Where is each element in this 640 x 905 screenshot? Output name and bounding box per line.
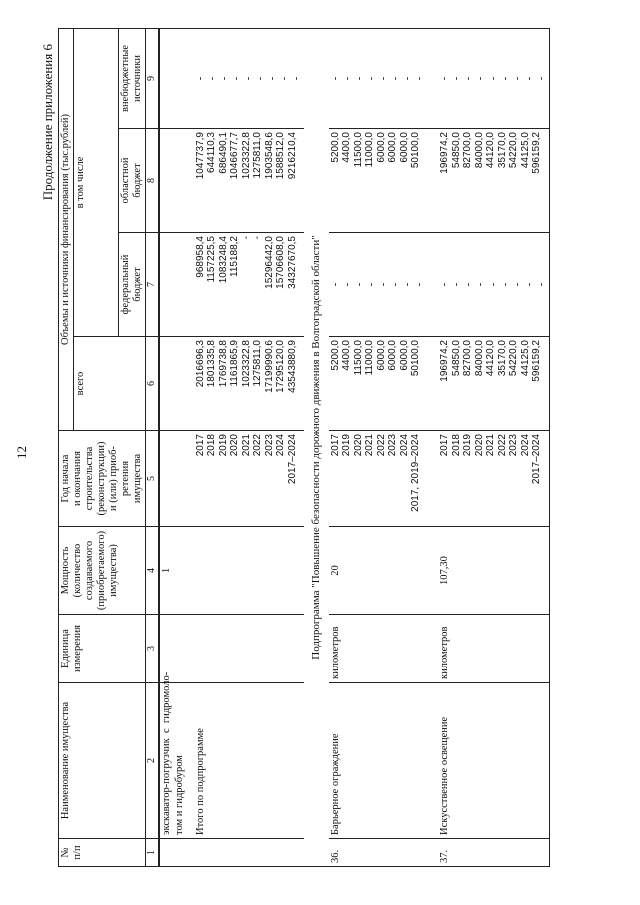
subprogram-title: Подпрограмма "Повышение безопасности дорожного движения в Волгоградской области" [304,28,329,866]
continuation-note: Продолжение приложения 6 [40,44,55,201]
item-regional: 5200,0 4400,0 11500,0 11000,0 6000,0 6000,0 6000,0 50100,0 [329,129,428,233]
item-capacity: 107,30 [427,527,549,615]
item-name: Барьерное ограждение [329,683,428,839]
item-capacity: 20 [329,527,428,615]
col-index: 6 [146,337,160,431]
header-years: Год начала и окончания строительства (реконструкции) и (или) приоб- ретения имущества [59,431,146,527]
item-regional: 1047737,9 644110,3 686490,1 1046677,7 1023322,8 1275811,0 1903548,6 1588512,0 9216210,4 [187,129,305,233]
item-extra: - - - - - - - - [329,28,428,128]
header-extra: внебюджетные источники [119,28,146,128]
col-index: 3 [146,615,160,683]
table-row-item-37 [427,28,549,866]
table-row-excavator [159,28,186,866]
col-index: 7 [146,233,160,337]
item-federal: - - - - - - - - [329,233,428,337]
col-index: 2 [146,683,160,839]
item-name: экскаватор-погрузчик с гидромоло- том и гидробуром [159,683,186,839]
table-row-item-36 [329,28,428,866]
item-total: 196974,2 54850,0 82700,0 84000,0 44120,0 35170,0 54220,0 44125,0 596159,2 [427,337,549,431]
col-index: 5 [146,431,160,527]
item-unit: километров [329,615,428,683]
col-index: 1 [146,839,160,867]
header-total: всего [74,337,146,431]
table-row-subprogram-heading [304,28,329,866]
item-years: 2017 2018 2019 2020 2021 2022 2023 2024 2017–2024 [427,431,549,527]
page-number: 12 [14,446,29,459]
item-extra: - - - - - - - - - [427,28,549,128]
financing-table [58,28,550,867]
col-index: 8 [146,129,160,233]
header-regional: областной бюджет [119,129,146,233]
header-name: Наименование имущества [59,683,146,839]
header-num: № п/п [59,839,146,867]
item-name: Итого по подпрограмме [187,683,305,839]
item-total: 5200,0 4400,0 11500,0 11000,0 6000,0 6000,0 6000,0 50100,0 [329,337,428,431]
header-volumes: Объемы и источники финансирования (тыс.рублей) [59,28,74,430]
item-extra: - - - - - - - - - [187,28,305,128]
item-years: 2017 2018 2019 2020 2021 2022 2023 2024 2017–2024 [187,431,305,527]
item-years: 2017 2019 2020 2021 2022 2023 2024 2017, 2019–2024 [329,431,428,527]
header-unit: Единица измерения [59,615,146,683]
header-capacity: Мощность (количество создаваемого (приобретаемого) имущества) [59,527,146,615]
header-federal: федеральный бюджет [119,233,146,337]
item-federal: - - - - - - - - - [427,233,549,337]
item-num: 37. [427,839,549,867]
item-regional: 196974,2 54850,0 82700,0 84000,0 44120,0 35170,0 54220,0 44125,0 596159,2 [427,129,549,233]
item-total: 2016696,3 1801335,8 1769738,8 1161865,9 1023322,8 1275811,0 17199990,6 17295120,0 43543880,9 [187,337,305,431]
item-name: Искусственное освещение [427,683,549,839]
col-index: 4 [146,527,160,615]
table-row-subprogram-total [187,28,305,866]
item-federal: 968958,4 1157225,5 1083248,4 115188,2 - - 15296442,0 15706608,0 34327670,5 [187,233,305,337]
item-unit: километров [427,615,549,683]
item-capacity: 1 [159,527,186,615]
header-incl: в том числе [74,28,119,336]
col-index: 9 [146,28,160,128]
item-num: 36. [329,839,428,867]
